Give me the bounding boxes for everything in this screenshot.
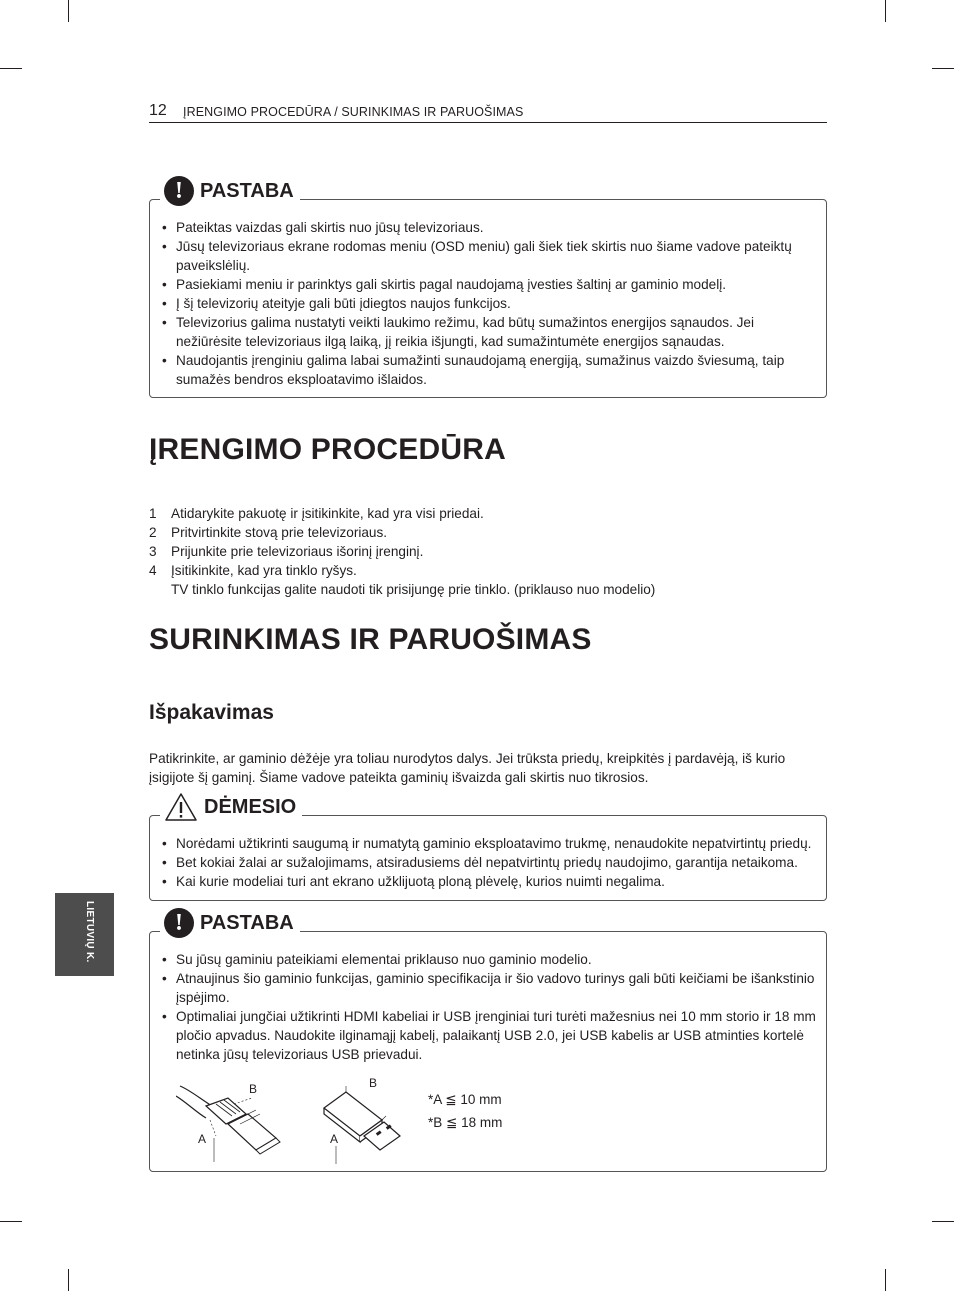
language-tab: [55, 893, 114, 976]
crop-mark: [68, 0, 69, 22]
hdmi-connector-illustration: [176, 1080, 296, 1170]
note-list: [150, 932, 826, 1064]
crop-mark: [932, 1221, 954, 1222]
section-title: ĮRENGIMO PROCEDŪRA: [149, 433, 506, 466]
dimension-label-a: A: [198, 1132, 207, 1146]
list-item: • Į šį televizorių ateityje gali būti įdiegtos naujos funkcijos.: [162, 294, 816, 313]
dimension-spec-a: *A ≦ 10 mm: [428, 1092, 502, 1107]
note-box: [149, 178, 827, 398]
dimension-spec-b: *B ≦ 18 mm: [428, 1115, 503, 1130]
exclamation-circle-icon: !: [164, 908, 194, 938]
page-header: [149, 102, 827, 123]
caution-box: [149, 795, 827, 901]
note-label: PASTABA: [200, 179, 294, 202]
note-header: [160, 906, 300, 940]
list-item: • Kai kurie modeliai turi ant ekrano užklijuotą ploną plėvelę, kurios nuimti negalima.: [162, 872, 816, 891]
list-item: [149, 504, 829, 523]
step-number: 2: [149, 525, 157, 540]
steps-list: [149, 504, 829, 599]
list-item: • Norėdami užtikrinti saugumą ir numatytą gaminio eksploatavimo trukmę, nenaudokite nepatvirtintų priedų.: [162, 834, 816, 853]
intro-paragraph: Patikrinkite, ar gaminio dėžėje yra toliau nurodytos dalys. Jei trūksta priedų, kreipkitės į pardavėją, iš kurio įsigijote šį gaminį. Šiame vadove pateikta gaminių išvaizda gali skirtis nuo tikrosios.: [149, 751, 786, 785]
list-item: • Pateiktas vaizdas gali skirtis nuo jūsų televizoriaus.: [162, 218, 816, 237]
caution-list: [150, 816, 826, 891]
list-item: • Atnaujinus šio gaminio funkcijas, gaminio specifikacija ir šio vadovo turinys gali būti keičiami be išankstinio įspėjimo.: [162, 969, 816, 1007]
section-title: SURINKIMAS IR PARUOŠIMAS: [149, 623, 592, 656]
dimension-label-b: B: [369, 1076, 378, 1090]
language-tab-label: LIETUVIŲ K.: [84, 901, 95, 963]
exclamation-circle-icon: !: [164, 176, 194, 206]
page-number: 12: [149, 102, 167, 119]
step-number: 4: [149, 563, 157, 578]
running-head: ĮRENGIMO PROCEDŪRA / SURINKIMAS IR PARUOŠIMAS: [183, 105, 524, 119]
list-item: • Pasiekiami meniu ir parinktys gali skirtis pagal naudojamą įvesties šaltinį ar gaminio modelį.: [162, 275, 816, 294]
usb-connector-illustration: [316, 1080, 416, 1170]
subsection-title: Išpakavimas: [149, 701, 274, 724]
list-item: [149, 542, 829, 561]
caution-label: DĖMESIO: [204, 795, 297, 818]
connector-size-figure: [166, 1076, 526, 1170]
list-item: • Su jūsų gaminiu pateikiami elementai priklauso nuo gaminio modelio.: [162, 950, 816, 969]
warning-triangle-icon: [164, 792, 198, 822]
step-number: 1: [149, 506, 157, 521]
list-item: • Bet kokiai žalai ar sužalojimams, atsiradusiems dėl nepatvirtintų priedų naudojimo, garantija netaikoma.: [162, 853, 816, 872]
list-item: • Naudojantis įrenginiu galima labai sumažinti sunaudojamą energiją, sumažinus vaizdo šviesumą, taip sumažės bendros eksploatavimo išlaidos.: [162, 351, 816, 389]
crop-mark: [0, 68, 22, 69]
list-item: • Optimaliai jungčiai užtikrinti HDMI kabeliai ir USB įrenginiai turi turėti mažesnius nei 10 mm storio ir 18 mm pločio apvadus. Naudokite ilginamąjį kabelį, palaikantį USB 2.0, jei USB kabelis ar USB atminties kortelė netinka jūsų televizoriaus USB prievadui.: [162, 1007, 816, 1064]
step-text: Įsitikinkite, kad yra tinklo ryšys.: [171, 563, 357, 578]
list-item: [149, 523, 829, 542]
list-item: • Jūsų televizoriaus ekrane rodomas meniu (OSD meniu) gali šiek tiek skirtis nuo šiame vadove pateiktų paveikslėlių.: [162, 237, 816, 275]
note-header: [160, 174, 300, 208]
dimension-label-b: B: [249, 1082, 258, 1096]
crop-mark: [68, 1269, 69, 1291]
step-text: Pritvirtinkite stovą prie televizoriaus.: [171, 525, 388, 540]
step-text: Atidarykite pakuotę ir įsitikinkite, kad yra visi priedai.: [171, 506, 484, 521]
crop-mark: [0, 1221, 22, 1222]
caution-header: [160, 790, 302, 824]
crop-mark: [932, 68, 954, 69]
note-list: [150, 200, 826, 389]
dimension-label-a: A: [330, 1132, 339, 1146]
step-number: 3: [149, 544, 157, 559]
step-text: Prijunkite prie televizoriaus išorinį įrenginį.: [171, 544, 424, 559]
note-label: PASTABA: [200, 911, 294, 934]
step-note: TV tinklo funkcijas galite naudoti tik prisijungę prie tinklo. (priklauso nuo modelio): [171, 582, 656, 597]
crop-mark: [885, 0, 886, 22]
list-item: • Televizorius galima nustatyti veikti laukimo režimu, kad būtų sumažintos energijos sąnaudos. Jei nežiūrėsite televizoriaus ilgą laiką, jį reikia išjungti, kad sumažintumėte energijos sąnaudas.: [162, 313, 816, 351]
list-item: [149, 561, 829, 580]
note-box: [149, 910, 827, 1172]
crop-mark: [885, 1269, 886, 1291]
